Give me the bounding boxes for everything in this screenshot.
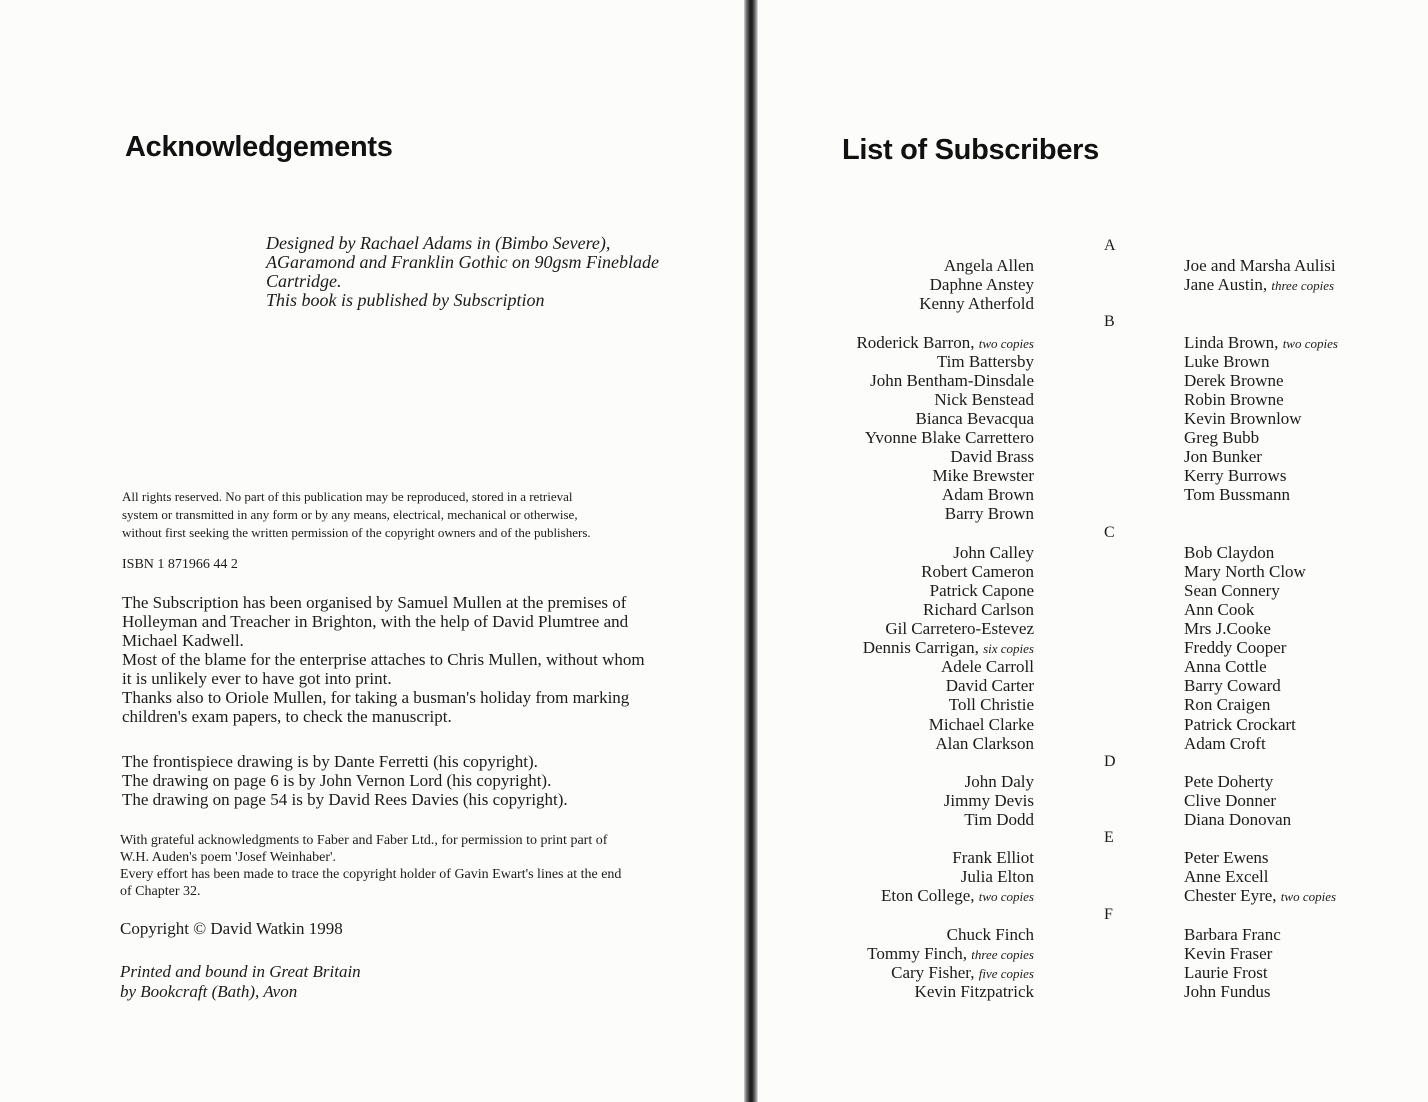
subscriber-name: Kenny Atherfold <box>919 294 1034 314</box>
rights-line: system or transmitted in any form or by any means, electrical, mechanical or otherwise, <box>122 507 578 522</box>
printer-line: by Bookcraft (Bath), Avon <box>120 982 298 1001</box>
subscriber-entry <box>891 963 1034 983</box>
colophon-line: AGaramond and Franklin Gothic on 90gsm Fineblade <box>266 252 659 272</box>
subscriber-name: Richard Carlson <box>923 599 1034 619</box>
subscriber-entry <box>919 294 1034 314</box>
subscriber-name: Anne Excell <box>1184 867 1269 887</box>
subscriber-name: Patrick Capone <box>929 580 1034 600</box>
subscriber-entry <box>1184 715 1296 735</box>
subscriber-entry <box>921 562 1034 582</box>
subscriber-name: Tim Dodd <box>964 810 1034 829</box>
subscriber-entry <box>1184 944 1272 964</box>
subscriber-entry <box>1184 466 1286 486</box>
copies-note: two copies <box>978 335 1034 351</box>
paragraph-line: Thanks also to Oriole Mullen, for taking a busman's holiday from marking <box>122 688 630 707</box>
colophon-line: Designed by Rachael Adams in (Bimbo Severe), <box>266 233 611 253</box>
section-letter: E <box>1104 829 1114 847</box>
subscriber-entry <box>947 925 1034 945</box>
subscriber-entry <box>1184 810 1291 830</box>
subscriber-name: Cary Fisher, <box>891 962 975 982</box>
subscriber-entry <box>865 428 1034 448</box>
copies-note: two copies <box>1280 889 1337 905</box>
subscriber-name: David Brass <box>950 447 1034 467</box>
subscriber-name: Kevin Fraser <box>1184 943 1273 963</box>
paragraph-line: The Subscription has been organised by Samuel Mullen at the premises of <box>122 593 627 612</box>
subscriber-name: Adele Carroll <box>941 657 1034 677</box>
subscriber-name: Daphne Anstey <box>929 275 1034 295</box>
copyright-line: Copyright © David Watkin 1998 <box>120 919 343 938</box>
subscriber-entry <box>944 256 1034 276</box>
rights-line: without first seeking the written permission of the copyright owners and of the publishers. <box>122 525 591 540</box>
paragraph-line: With grateful acknowledgments to Faber and Faber Ltd., for permission to print part of <box>120 833 608 848</box>
subscriber-entry <box>881 886 1034 906</box>
subscriber-entry <box>1184 963 1268 983</box>
subscriber-entry <box>863 638 1034 658</box>
subscriber-entry <box>916 409 1034 429</box>
paragraph-line: children's exam papers, to check the manuscript. <box>122 707 452 726</box>
subscriber-entry <box>1184 409 1302 429</box>
printer-credit <box>120 962 361 1002</box>
subscriber-name: Diana Donovan <box>1184 810 1292 829</box>
subscription-paragraph <box>122 593 645 726</box>
subscriber-name: Chuck Finch <box>946 924 1034 944</box>
subscriber-entry <box>961 867 1034 887</box>
subscriber-entry <box>1184 600 1254 620</box>
subscriber-name: Mike Brewster <box>932 466 1034 486</box>
subscriber-name: Adam Croft <box>1184 733 1266 753</box>
subscriber-name: Anna Cottle <box>1184 657 1267 677</box>
subscriber-name: Roderick Barron, <box>856 332 975 352</box>
subscriber-name: Eton College, <box>881 886 975 906</box>
subscriber-name: Patrick Crockart <box>1184 714 1296 734</box>
paragraph-line: The drawing on page 54 is by David Rees Davies (his copyright). <box>122 790 568 809</box>
subscriber-name: Dennis Carrigan, <box>862 638 979 658</box>
subscriber-name: John Daly <box>964 771 1034 791</box>
subscriber-entry <box>1184 333 1338 353</box>
subscriber-entry <box>1184 371 1284 391</box>
subscriber-entry <box>1184 676 1281 696</box>
paragraph-line: W.H. Auden's poem 'Josef Weinhaber'. <box>120 850 337 865</box>
paragraph-line: The frontispiece drawing is by Dante Ferretti (his copyright). <box>122 752 538 771</box>
copies-note: three copies <box>1271 278 1335 294</box>
subscriber-entry <box>1184 695 1270 715</box>
subscriber-entry <box>941 657 1034 677</box>
subscriber-entry <box>1184 982 1270 1002</box>
subscriber-name: Barbara Franc <box>1184 924 1281 944</box>
subscriber-entry <box>950 447 1034 467</box>
subscriber-entry <box>867 944 1034 964</box>
paragraph-line: of Chapter 32. <box>120 884 201 899</box>
subscriber-name: Michael Clarke <box>928 714 1034 734</box>
subscriber-entry <box>929 715 1034 735</box>
paragraph-line: it is unlikely ever to have got into print. <box>122 669 392 688</box>
rights-line: All rights reserved. No part of this publication may be reproduced, stored in a retrieval <box>122 489 573 504</box>
subscriber-name: Nick Benstead <box>934 389 1034 409</box>
subscriber-entry <box>1184 657 1267 677</box>
section-letter: C <box>1104 523 1115 541</box>
subscriber-entry <box>1184 886 1336 906</box>
subscriber-entry <box>1184 925 1281 945</box>
subscriber-entry <box>952 848 1034 868</box>
subscriber-name: Bianca Bevacqua <box>915 408 1034 428</box>
subscriber-name: Ann Cook <box>1184 599 1255 619</box>
subscriber-name: Tommy Finch, <box>867 943 968 963</box>
subscriber-name: Toll Christie <box>948 695 1034 715</box>
subscriber-entry <box>1184 619 1271 639</box>
subscriber-name: Alan Clarkson <box>935 733 1034 753</box>
paragraph-line: The drawing on page 6 is by John Vernon Lord (his copyright). <box>122 771 552 790</box>
drawings-paragraph <box>122 752 568 809</box>
subscriber-name: Clive Donner <box>1184 790 1277 810</box>
copies-note: two copies <box>978 889 1034 905</box>
subscriber-entry <box>942 485 1034 505</box>
subscriber-entry <box>945 504 1034 524</box>
subscriber-entry <box>944 791 1034 811</box>
subscriber-entry <box>937 352 1034 372</box>
subscriber-name: Frank Elliot <box>952 848 1034 868</box>
subscriber-name: Angela Allen <box>943 256 1034 276</box>
subscriber-name: Yvonne Blake Carrettero <box>864 428 1034 447</box>
subscriber-name: Barry Coward <box>1184 676 1281 696</box>
subscriber-name: Derek Browne <box>1184 370 1284 390</box>
subscriber-entry <box>915 982 1034 1002</box>
subscriber-name: Luke Brown <box>1184 351 1270 371</box>
printer-line: Printed and bound in Great Britain <box>120 962 361 981</box>
subscriber-name: Freddy Cooper <box>1184 638 1287 658</box>
subscriber-name: Adam Brown <box>941 485 1034 505</box>
subscriber-name: Laurie Frost <box>1184 962 1268 982</box>
page-title: List of Subscribers <box>842 134 1099 166</box>
subscriber-name: Greg Bubb <box>1184 428 1260 447</box>
copies-note: three copies <box>971 946 1034 962</box>
subscriber-name: Sean Connery <box>1184 580 1280 600</box>
subscriber-entry <box>930 581 1034 601</box>
subscriber-entry <box>1184 543 1274 563</box>
subscriber-name: Jane Austin, <box>1184 275 1268 295</box>
subscriber-entry <box>1184 867 1269 887</box>
subscriber-entry <box>934 390 1034 410</box>
subscriber-entry <box>923 600 1034 620</box>
subscriber-name: Tim Battersby <box>936 351 1034 371</box>
subscriber-entry <box>885 619 1034 639</box>
subscriber-name: Robin Browne <box>1184 389 1284 409</box>
subscriber-entry <box>1184 485 1290 505</box>
copies-note: five copies <box>978 965 1034 981</box>
subscriber-name: John Bentham-Dinsdale <box>870 370 1034 390</box>
copies-note: two copies <box>1282 335 1338 351</box>
subscriber-name: Joe and Marsha Aulisi <box>1184 256 1336 276</box>
subscriber-entry <box>1184 447 1262 467</box>
subscriber-name: Pete Doherty <box>1184 771 1274 791</box>
subscriber-name: Kevin Brownlow <box>1184 408 1302 428</box>
paragraph-line: Michael Kadwell. <box>122 631 244 650</box>
subscriber-name: Julia Elton <box>960 867 1034 887</box>
subscriber-name: Mrs J.Cooke <box>1184 619 1271 638</box>
page-title: Acknowledgements <box>125 131 393 163</box>
rights-notice <box>122 488 591 542</box>
subscriber-name: Tom Bussmann <box>1184 485 1291 505</box>
section-letter: B <box>1104 313 1115 331</box>
subscriber-name: Jon Bunker <box>1184 447 1262 467</box>
subscriber-entry <box>870 371 1034 391</box>
subscriber-entry <box>953 543 1034 563</box>
subscriber-entry <box>1184 638 1286 658</box>
colophon <box>266 234 659 310</box>
subscriber-name: Jimmy Devis <box>943 790 1034 810</box>
subscriber-name: Mary North Clow <box>1184 561 1306 581</box>
paragraph-line: Every effort has been made to trace the copyright holder of Gavin Ewart's lines at the end <box>120 867 622 882</box>
right-page <box>758 0 1428 1102</box>
subscriber-name: Barry Brown <box>944 504 1034 524</box>
gratitude-paragraph <box>120 832 621 900</box>
section-letter: A <box>1104 237 1116 254</box>
subscriber-name: Kerry Burrows <box>1184 466 1287 486</box>
isbn: ISBN 1 871966 44 2 <box>122 557 238 572</box>
subscriber-name: John Calley <box>953 542 1034 562</box>
subscriber-entry <box>932 466 1034 486</box>
subscriber-name: Kevin Fitzpatrick <box>914 981 1034 1001</box>
subscriber-name: Gil Carretero-Estevez <box>885 619 1034 638</box>
subscriber-entry <box>856 333 1034 353</box>
subscriber-entry <box>1184 772 1273 792</box>
subscriber-entry <box>1184 256 1336 276</box>
subscriber-entry <box>935 734 1034 754</box>
book-spine <box>744 0 758 1102</box>
subscriber-entry <box>1184 734 1266 754</box>
subscriber-entry <box>1184 581 1280 601</box>
subscriber-entry <box>1184 275 1334 295</box>
subscriber-entry <box>1184 848 1269 868</box>
subscriber-entry <box>1184 428 1259 448</box>
subscriber-entry <box>1184 352 1269 372</box>
copies-note: six copies <box>983 641 1034 657</box>
subscriber-entry <box>949 695 1034 715</box>
subscriber-entry <box>946 676 1034 696</box>
colophon-line: This book is published by Subscription <box>266 290 545 310</box>
subscriber-name: Linda Brown, <box>1184 332 1279 352</box>
subscriber-name: Bob Claydon <box>1184 542 1275 562</box>
subscriber-name: Ron Craigen <box>1184 695 1271 715</box>
paragraph-line: Most of the blame for the enterprise attaches to Chris Mullen, without whom <box>122 650 645 669</box>
subscriber-entry <box>1184 562 1306 582</box>
section-letter: D <box>1104 752 1116 770</box>
subscriber-name: Chester Eyre, <box>1184 886 1277 906</box>
subscriber-name: Peter Ewens <box>1184 848 1269 868</box>
section-letter: F <box>1104 905 1113 923</box>
subscriber-name: David Carter <box>945 676 1034 696</box>
paragraph-line: Holleyman and Treacher in Brighton, with the help of David Plumtree and <box>122 612 629 631</box>
subscriber-entry <box>964 810 1034 830</box>
subscriber-entry <box>930 275 1034 295</box>
colophon-line: Cartridge. <box>266 271 342 291</box>
subscriber-name: John Fundus <box>1184 981 1271 1001</box>
subscriber-entry <box>1184 390 1284 410</box>
subscriber-entry <box>965 772 1034 792</box>
subscriber-name: Robert Cameron <box>921 561 1034 581</box>
subscriber-entry <box>1184 791 1276 811</box>
